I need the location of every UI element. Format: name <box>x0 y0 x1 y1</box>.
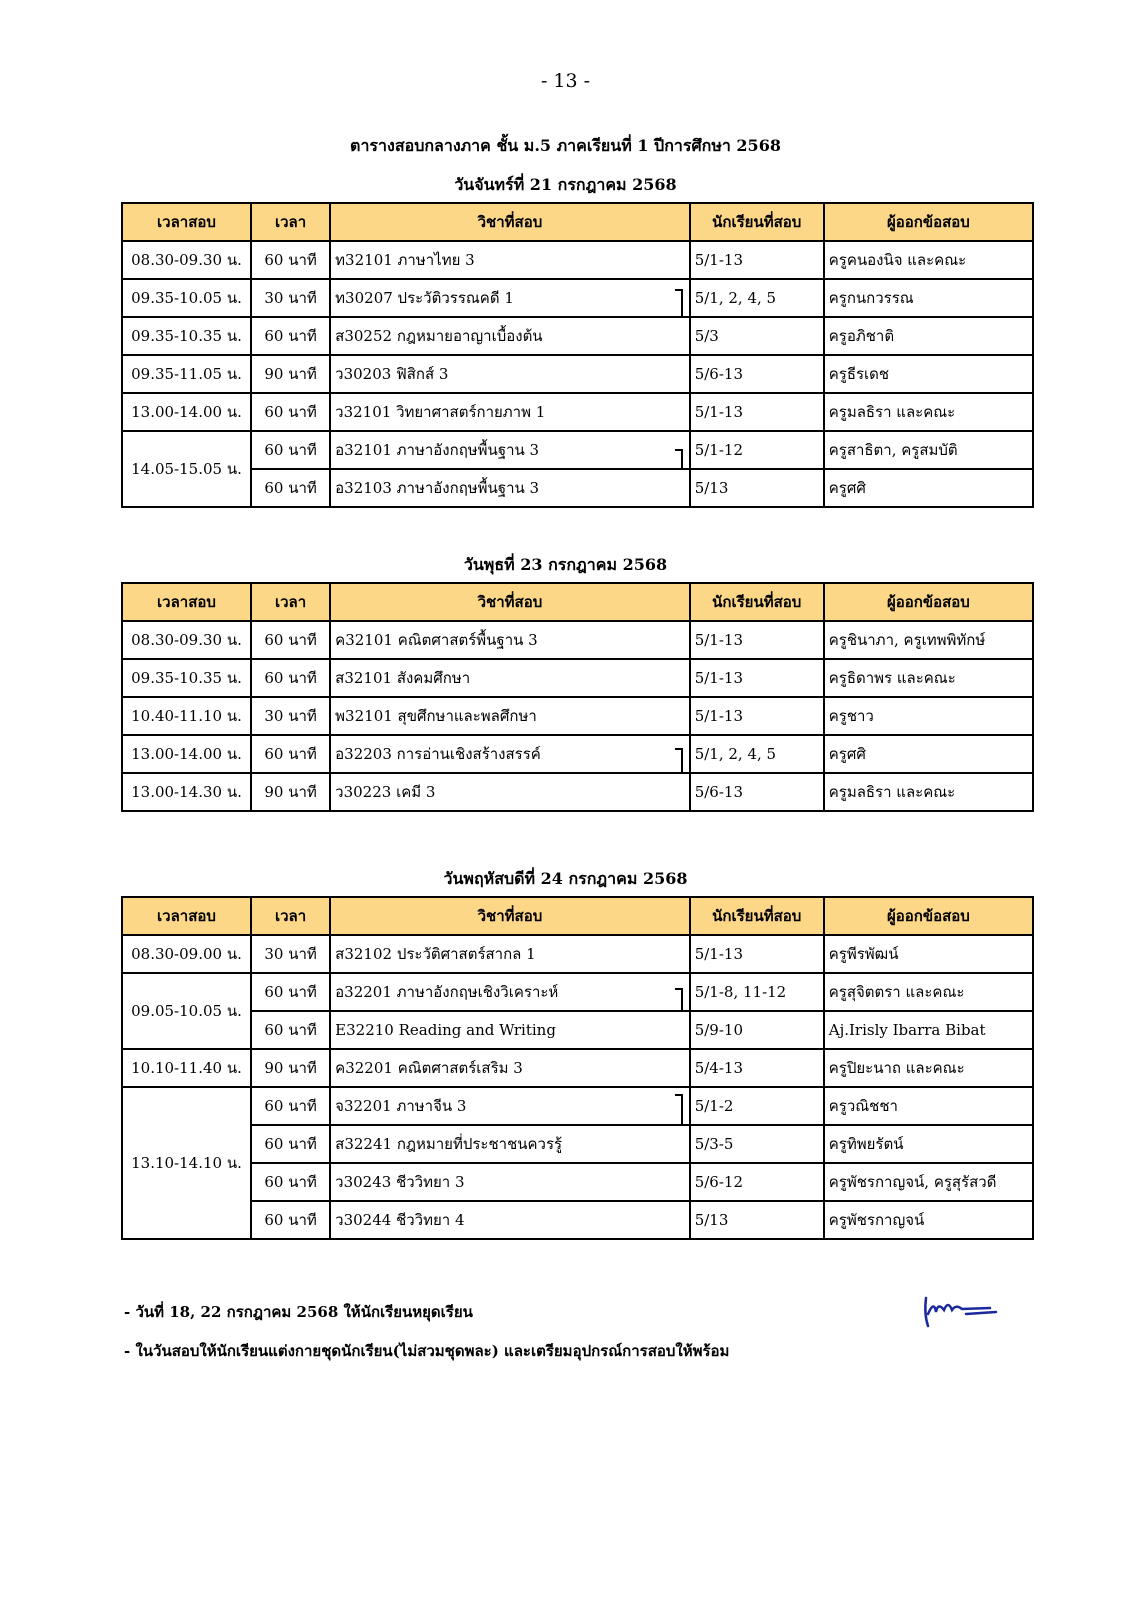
table-row <box>122 1011 1033 1049</box>
table-row <box>122 973 1033 1011</box>
table-row <box>122 431 1033 469</box>
exam-teacher: ครูชาว <box>824 697 1033 735</box>
exam-duration: 30 นาที <box>251 697 330 735</box>
table-row <box>122 279 1033 317</box>
exam-teacher: ครูสาธิตา, ครูสมบัติ <box>824 431 1033 469</box>
table-row <box>122 621 1033 659</box>
exam-teacher: ครูธีรเดช <box>824 355 1033 393</box>
exam-students: 5/1-13 <box>690 697 824 735</box>
exam-time: 13.00-14.00 น. <box>122 735 251 773</box>
exam-teacher: ครูศศิ <box>824 735 1033 773</box>
exam-students: 5/1-13 <box>690 659 824 697</box>
table-row <box>122 469 1033 507</box>
exam-teacher: ครูพัชรกาญจน์ <box>824 1201 1033 1239</box>
exam-subject: ว30243 ชีววิทยา 3 <box>330 1163 690 1201</box>
table-row <box>122 935 1033 973</box>
table-row <box>122 735 1033 773</box>
page-number: - 13 - <box>540 70 591 92</box>
exam-time: 13.10-14.10 น. <box>122 1087 251 1239</box>
exam-students: 5/3-5 <box>690 1125 824 1163</box>
exam-subject: ส32102 ประวัติศาสตร์สากล 1 <box>330 935 690 973</box>
exam-subject: ส32241 กฎหมายที่ประชาชนควรรู้ <box>330 1125 690 1163</box>
header-teacher: ผู้ออกข้อสอบ <box>824 583 1033 621</box>
header-students: นักเรียนที่สอบ <box>690 583 824 621</box>
exam-teacher: ครูพัชรกาญจน์, ครูสุรัสวดี <box>824 1163 1033 1201</box>
exam-subject: ค32101 คณิตศาสตร์พื้นฐาน 3 <box>330 621 690 659</box>
table-row <box>122 1201 1033 1239</box>
exam-teacher: ครูวณิชชา <box>824 1087 1033 1125</box>
table-row <box>122 1087 1033 1125</box>
exam-students: 5/1-2 <box>690 1087 824 1125</box>
exam-time: 10.10-11.40 น. <box>122 1049 251 1087</box>
header-duration: เวลา <box>251 583 330 621</box>
exam-students: 5/3 <box>690 317 824 355</box>
table-row <box>122 355 1033 393</box>
exam-time: 09.35-10.35 น. <box>122 317 251 355</box>
exam-subject <box>330 431 690 469</box>
exam-subject <box>330 1087 690 1125</box>
table-row <box>122 697 1033 735</box>
schedule-table-wednesday <box>121 582 1034 812</box>
exam-students: 5/1, 2, 4, 5 <box>690 735 824 773</box>
exam-students: 5/1-13 <box>690 621 824 659</box>
main-title: ตารางสอบกลางภาค ชั้น ม.5 ภาคเรียนที่ 1 ปีการศึกษา 2568 <box>350 136 781 155</box>
table-row <box>122 1125 1033 1163</box>
exam-time: 14.05-15.05 น. <box>122 431 251 507</box>
exam-subject: ส32101 สังคมศึกษา <box>330 659 690 697</box>
exam-duration: 60 นาที <box>251 1163 330 1201</box>
day-title-wednesday: วันพุธที่ 23 กรกฎาคม 2568 <box>463 555 668 574</box>
exam-duration: 90 นาที <box>251 1049 330 1087</box>
exam-duration: 60 นาที <box>251 1087 330 1125</box>
exam-subject-text: จ32201 ภาษาจีน 3 <box>335 1097 467 1115</box>
exam-time: 09.35-10.05 น. <box>122 279 251 317</box>
exam-duration: 60 นาที <box>251 469 330 507</box>
exam-students: 5/4-13 <box>690 1049 824 1087</box>
exam-subject-text: อ32101 ภาษาอังกฤษพื้นฐาน 3 <box>335 441 540 459</box>
exam-students: 5/1-13 <box>690 241 824 279</box>
table-row <box>122 1163 1033 1201</box>
exam-subject-text: ท30207 ประวัติวรรณคดี 1 <box>335 289 514 307</box>
exam-subject: พ32101 สุขศึกษาและพลศึกษา <box>330 697 690 735</box>
table-row <box>122 1049 1033 1087</box>
exam-duration: 60 นาที <box>251 431 330 469</box>
exam-subject: ว32101 วิทยาศาสตร์กายภาพ 1 <box>330 393 690 431</box>
exam-duration: 60 นาที <box>251 735 330 773</box>
exam-subject <box>330 735 690 773</box>
exam-subject: ท32101 ภาษาไทย 3 <box>330 241 690 279</box>
exam-subject: ว30203 ฟิสิกส์ 3 <box>330 355 690 393</box>
exam-duration: 60 นาที <box>251 659 330 697</box>
exam-students: 5/13 <box>690 1201 824 1239</box>
exam-duration: 60 นาที <box>251 241 330 279</box>
exam-students: 5/6-13 <box>690 355 824 393</box>
table-row <box>122 317 1033 355</box>
exam-subject: ว30223 เคมี 3 <box>330 773 690 811</box>
exam-students: 5/6-12 <box>690 1163 824 1201</box>
signature-image <box>922 1292 1002 1328</box>
exam-teacher: ครูธิดาพร และคณะ <box>824 659 1033 697</box>
exam-students: 5/1-8, 11-12 <box>690 973 824 1011</box>
exam-teacher: ครูปิยะนาถ และคณะ <box>824 1049 1033 1087</box>
exam-students: 5/1-12 <box>690 431 824 469</box>
exam-duration: 60 นาที <box>251 973 330 1011</box>
exam-teacher: ครูพีรพัฒน์ <box>824 935 1033 973</box>
exam-duration: 30 นาที <box>251 935 330 973</box>
schedule-table-thursday <box>121 896 1034 1240</box>
table-header-row <box>122 203 1033 241</box>
exam-time: 13.00-14.00 น. <box>122 393 251 431</box>
table-header-row <box>122 897 1033 935</box>
exam-duration: 60 นาที <box>251 1201 330 1239</box>
exam-teacher: Aj.Irisly Ibarra Bibat <box>824 1011 1033 1049</box>
bracket <box>675 1094 683 1125</box>
header-duration: เวลา <box>251 897 330 935</box>
exam-teacher: ครูทิพยรัตน์ <box>824 1125 1033 1163</box>
exam-duration: 60 นาที <box>251 1125 330 1163</box>
exam-teacher: ครูคนองนิจ และคณะ <box>824 241 1033 279</box>
exam-teacher: ครูกนกวรรณ <box>824 279 1033 317</box>
header-subject: วิชาที่สอบ <box>330 583 690 621</box>
exam-subject-text: อ32203 การอ่านเชิงสร้างสรรค์ <box>335 745 541 763</box>
table-row <box>122 773 1033 811</box>
exam-students: 5/1-13 <box>690 393 824 431</box>
table-row <box>122 241 1033 279</box>
exam-subject: ค32201 คณิตศาสตร์เสริม 3 <box>330 1049 690 1087</box>
exam-duration: 60 นาที <box>251 317 330 355</box>
exam-subject: ส30252 กฎหมายอาญาเบื้องต้น <box>330 317 690 355</box>
header-subject: วิชาที่สอบ <box>330 897 690 935</box>
exam-duration: 90 นาที <box>251 355 330 393</box>
exam-subject <box>330 973 690 1011</box>
exam-teacher: ครูศศิ <box>824 469 1033 507</box>
note-holiday: - วันที่ 18, 22 กรกฎาคม 2568 ให้นักเรียนหยุดเรียน <box>124 1303 473 1321</box>
table-row <box>122 659 1033 697</box>
exam-time: 09.35-10.35 น. <box>122 659 251 697</box>
bracket <box>675 988 683 1011</box>
exam-students: 5/9-10 <box>690 1011 824 1049</box>
exam-time: 08.30-09.00 น. <box>122 935 251 973</box>
exam-students: 5/6-13 <box>690 773 824 811</box>
header-duration: เวลา <box>251 203 330 241</box>
bracket <box>675 449 683 469</box>
header-time: เวลาสอบ <box>122 583 251 621</box>
exam-duration: 60 นาที <box>251 1011 330 1049</box>
exam-students: 5/1-13 <box>690 935 824 973</box>
exam-subject: อ32103 ภาษาอังกฤษพื้นฐาน 3 <box>330 469 690 507</box>
exam-duration: 30 นาที <box>251 279 330 317</box>
day-title-monday: วันจันทร์ที่ 21 กรกฎาคม 2568 <box>454 175 677 194</box>
header-teacher: ผู้ออกข้อสอบ <box>824 897 1033 935</box>
exam-time: 10.40-11.10 น. <box>122 697 251 735</box>
exam-duration: 60 นาที <box>251 393 330 431</box>
bracket <box>675 289 683 317</box>
header-teacher: ผู้ออกข้อสอบ <box>824 203 1033 241</box>
exam-teacher: ครูอภิชาติ <box>824 317 1033 355</box>
day-title-thursday: วันพฤหัสบดีที่ 24 กรกฎาคม 2568 <box>443 869 688 888</box>
exam-duration: 90 นาที <box>251 773 330 811</box>
exam-duration: 60 นาที <box>251 621 330 659</box>
exam-teacher: ครูมลธิรา และคณะ <box>824 773 1033 811</box>
exam-time: 13.00-14.30 น. <box>122 773 251 811</box>
header-students: นักเรียนที่สอบ <box>690 897 824 935</box>
exam-time: 09.05-10.05 น. <box>122 973 251 1049</box>
exam-teacher: ครูมลธิรา และคณะ <box>824 393 1033 431</box>
schedule-table-monday <box>121 202 1034 508</box>
header-time: เวลาสอบ <box>122 897 251 935</box>
exam-students: 5/1, 2, 4, 5 <box>690 279 824 317</box>
bracket <box>675 748 683 773</box>
exam-time: 08.30-09.30 น. <box>122 241 251 279</box>
note-dress-code: - ในวันสอบให้นักเรียนแต่งกายชุดนักเรียน(ไม่สวมชุดพละ) และเตรียมอุปกรณ์การสอบให้พร้อม <box>124 1342 730 1360</box>
exam-subject: ว30244 ชีววิทยา 4 <box>330 1201 690 1239</box>
exam-time: 08.30-09.30 น. <box>122 621 251 659</box>
exam-subject-text: อ32201 ภาษาอังกฤษเชิงวิเคราะห์ <box>335 983 559 1001</box>
exam-time: 09.35-11.05 น. <box>122 355 251 393</box>
exam-subject: E32210 Reading and Writing <box>330 1011 690 1049</box>
exam-teacher: ครูชินาภา, ครูเทพพิทักษ์ <box>824 621 1033 659</box>
exam-students: 5/13 <box>690 469 824 507</box>
header-students: นักเรียนที่สอบ <box>690 203 824 241</box>
exam-teacher: ครูสุจิตตรา และคณะ <box>824 973 1033 1011</box>
table-row <box>122 393 1033 431</box>
table-header-row <box>122 583 1033 621</box>
header-subject: วิชาที่สอบ <box>330 203 690 241</box>
header-time: เวลาสอบ <box>122 203 251 241</box>
exam-subject <box>330 279 690 317</box>
